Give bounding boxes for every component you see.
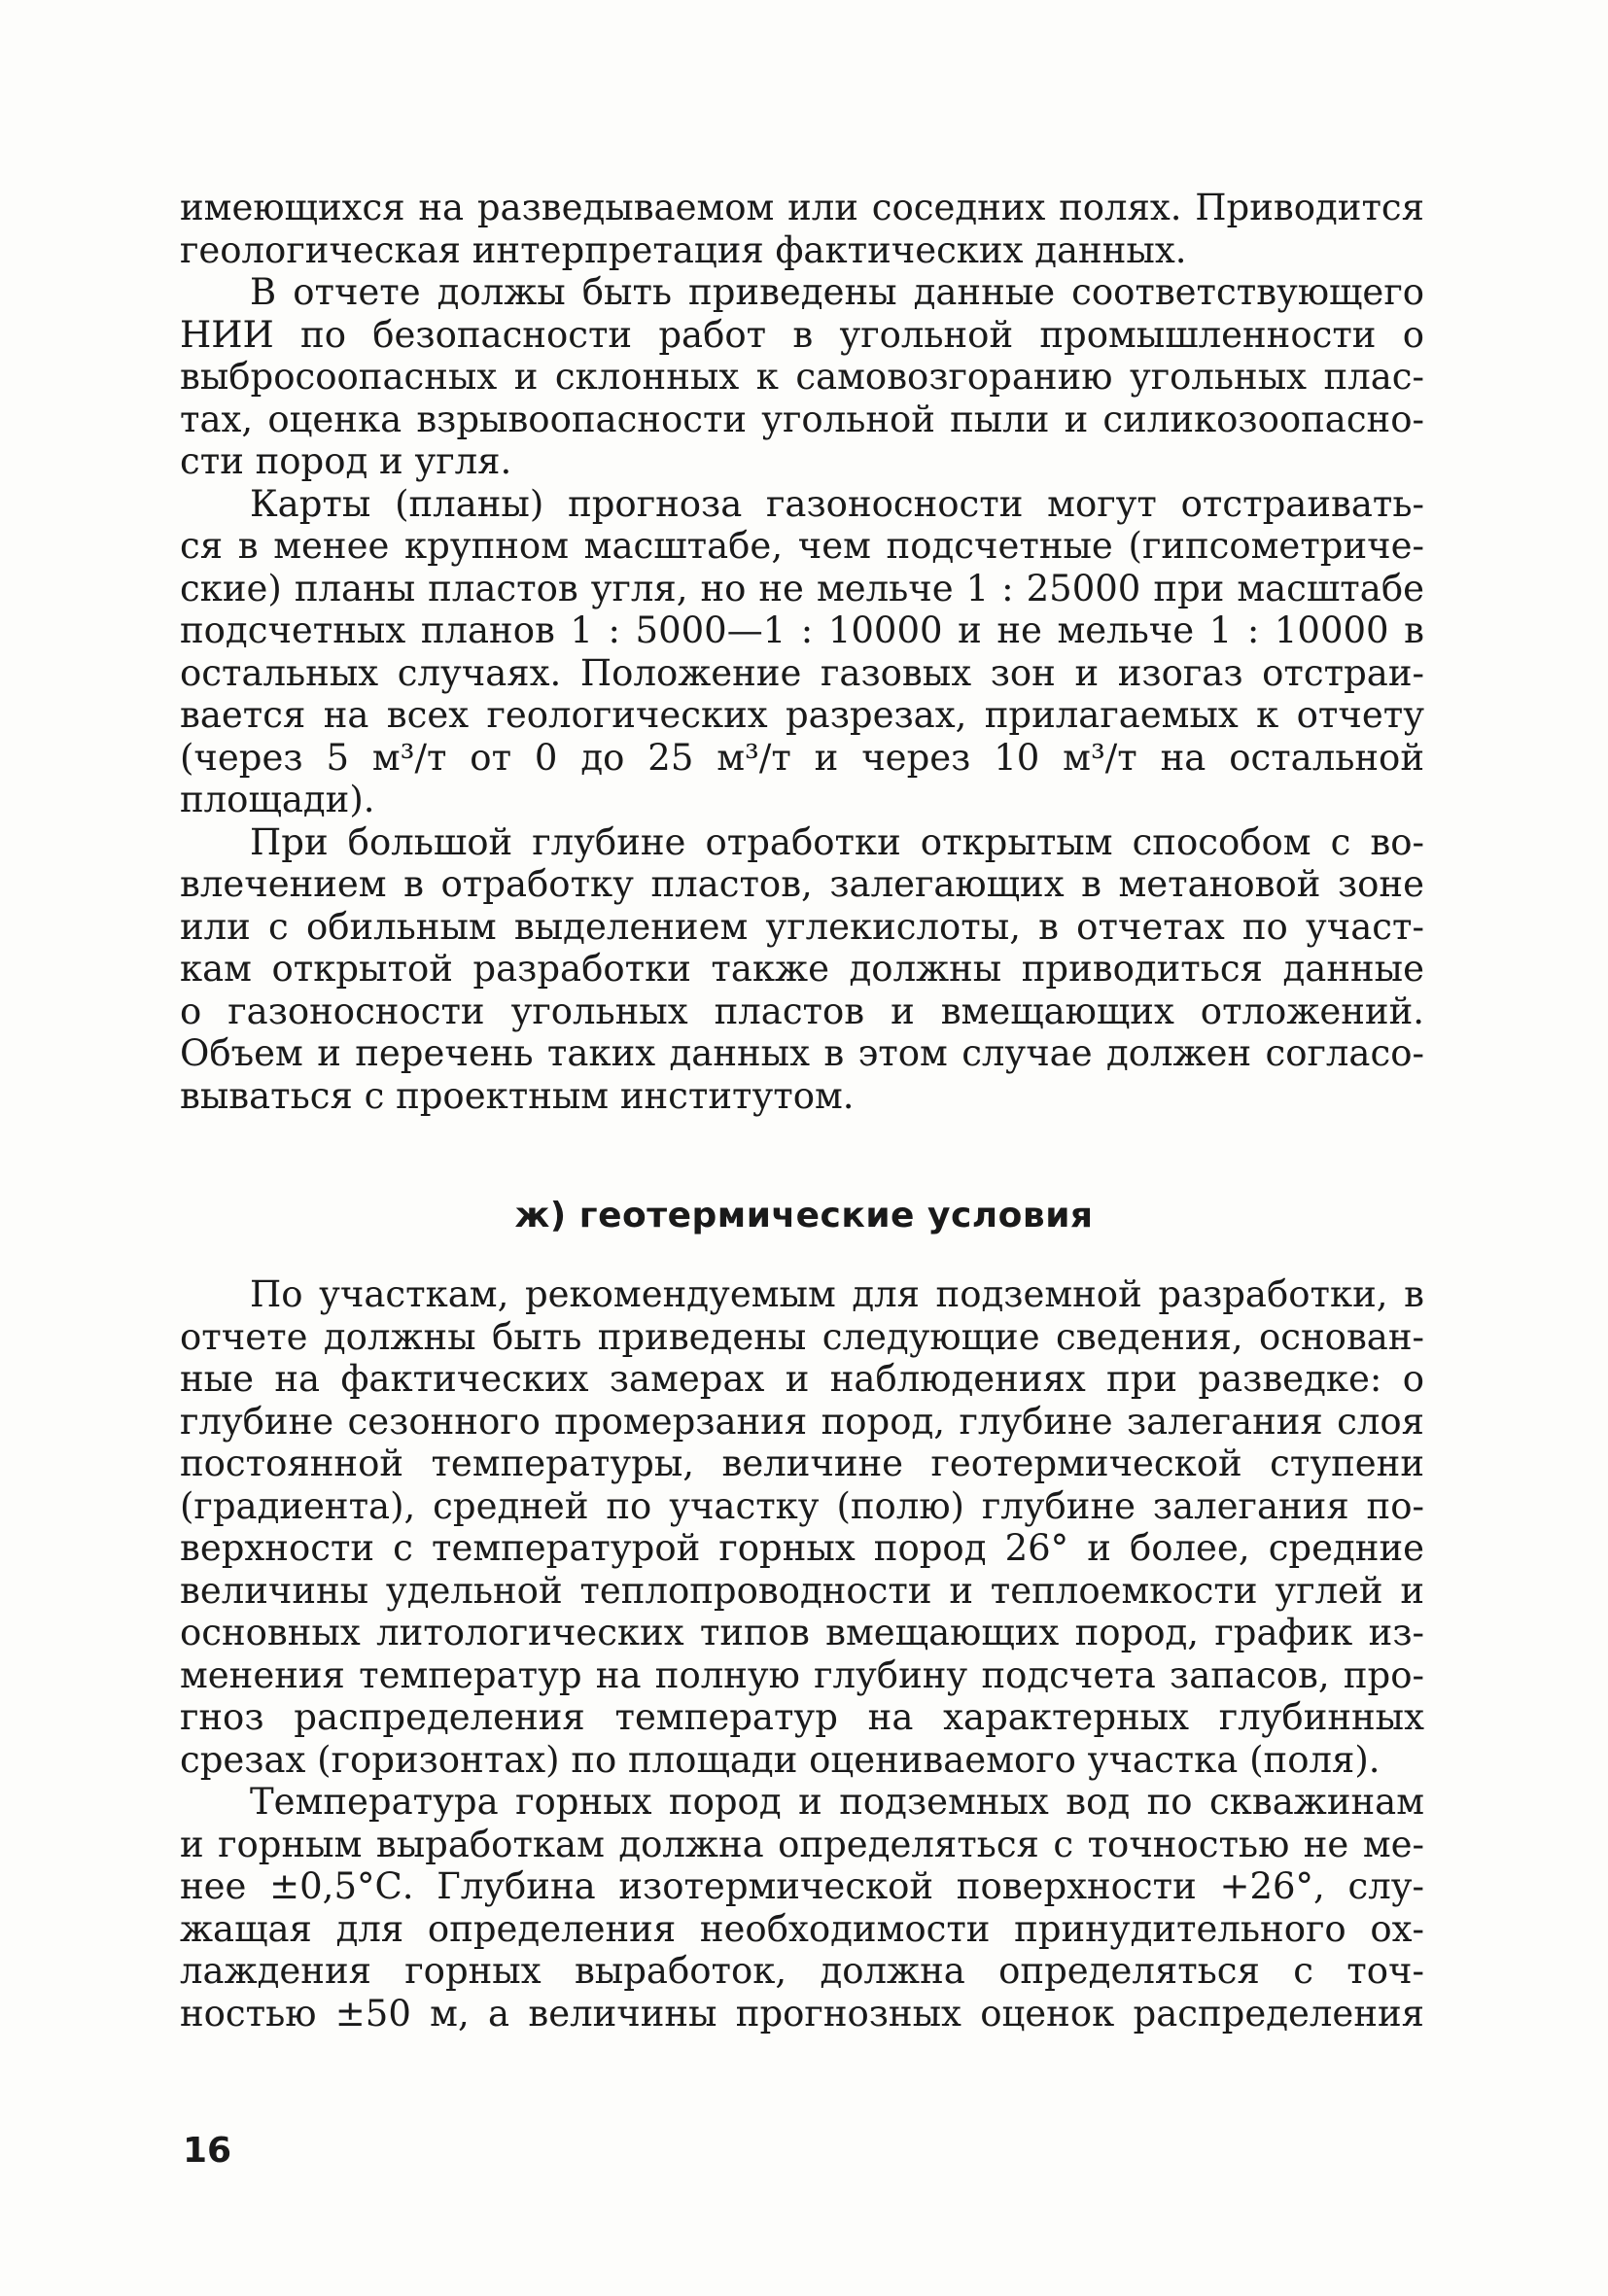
text-line: основных литологических типов вмещающих пород, график из- [180, 1612, 1424, 1653]
section-heading: ж) геотермические условия [514, 1196, 1094, 1235]
text-line: лаждения горных выработок, должна определяться с точ- [180, 1950, 1424, 1992]
text-line: верхности с температурой горных пород 26° и более, средние [180, 1527, 1424, 1569]
text-line: вываться с проектным институтом. [180, 1074, 855, 1117]
text-line: (градиента), средней по участку (полю) глубине залегания по- [180, 1484, 1424, 1527]
text-line: Объем и перечень таких данных в этом случае должен согласо- [180, 1032, 1424, 1074]
text-line: вается на всех геологических разрезах, прилагаемых к отчету [180, 694, 1424, 736]
page-number: 16 [183, 2131, 232, 2171]
text-line: влечением в отработку пластов, залегающих в метановой зоне [180, 863, 1424, 905]
text-line: геологическая интерпретация фактических данных. [180, 228, 1187, 271]
text-line: о газоносности угольных пластов и вмещающих отложений. [180, 990, 1424, 1032]
text-line: кам открытой разработки также должны приводиться данные [180, 948, 1424, 990]
text-line: глубине сезонного промерзания пород, глубине залегания слоя [180, 1400, 1424, 1443]
section-1-text [180, 187, 1424, 1117]
section-2-text [180, 1273, 1424, 2035]
text-line: ские) планы пластов угля, но не мельче 1 : 25000 при масштабе [180, 567, 1424, 609]
text-line: ные на фактических замерах и наблюдениях при разведке: о [180, 1358, 1424, 1400]
text-line: При большой глубине отработки открытым способом с во- [250, 820, 1424, 863]
text-line: жащая для определения необходимости принудительного ох- [180, 1907, 1424, 1950]
text-line: тах, оценка взрывоопасности угольной пыли и силикозоопасно- [180, 398, 1424, 440]
text-line: или с обильным выделением углекислоты, в отчетах по участ- [180, 905, 1424, 948]
text-line: остальных случаях. Положение газовых зон и изогаз отстраи- [180, 651, 1424, 694]
text-line: Карты (планы) прогноза газоносности могут отстраивать- [250, 482, 1424, 525]
text-line: подсчетных планов 1 : 5000—1 : 10000 и не мельче 1 : 10000 в [180, 609, 1424, 651]
text-line: постоянной температуры, величине геотермической ступени [180, 1443, 1424, 1484]
text-line: имеющихся на разведываемом или соседних полях. Приводится [180, 187, 1424, 228]
text-line: (через 5 м³/т от 0 до 25 м³/т и через 10 м³/т на остальной [180, 736, 1424, 779]
text-line: менения температур на полную глубину подсчета запасов, про- [180, 1653, 1424, 1696]
text-line: ностью ±50 м, а величины прогнозных оценок распределения [180, 1992, 1424, 2035]
text-line: Температура горных пород и подземных вод по скважинам [250, 1781, 1424, 1823]
text-line: и горным выработкам должна определяться с точностью не ме- [180, 1823, 1424, 1865]
text-line: В отчете должы быть приведены данные соответствующего [250, 271, 1424, 313]
text-line: НИИ по безопасности работ в угольной промышленности о [180, 313, 1424, 356]
text-line: срезах (горизонтах) по площади оцениваемого участка (поля). [180, 1738, 1381, 1781]
text-line: нее ±0,5°С. Глубина изотермической поверхности +26°, слу- [180, 1865, 1424, 1907]
text-line: ся в менее крупном масштабе, чем подсчетные (гипсометриче- [180, 525, 1424, 567]
text-line: По участкам, рекомендуемым для подземной разработки, в [250, 1273, 1424, 1315]
text-line: величины удельной теплопроводности и теплоемкости углей и [180, 1569, 1424, 1612]
text-line: гноз распределения температур на характерных глубинных [180, 1696, 1424, 1738]
text-line: сти пород и угля. [180, 440, 512, 482]
text-line: выбросоопасных и склонных к самовозгоранию угольных плас- [180, 356, 1424, 398]
text-line: отчете должны быть приведены следующие сведения, основан- [180, 1315, 1424, 1358]
text-line: площади). [180, 779, 375, 820]
